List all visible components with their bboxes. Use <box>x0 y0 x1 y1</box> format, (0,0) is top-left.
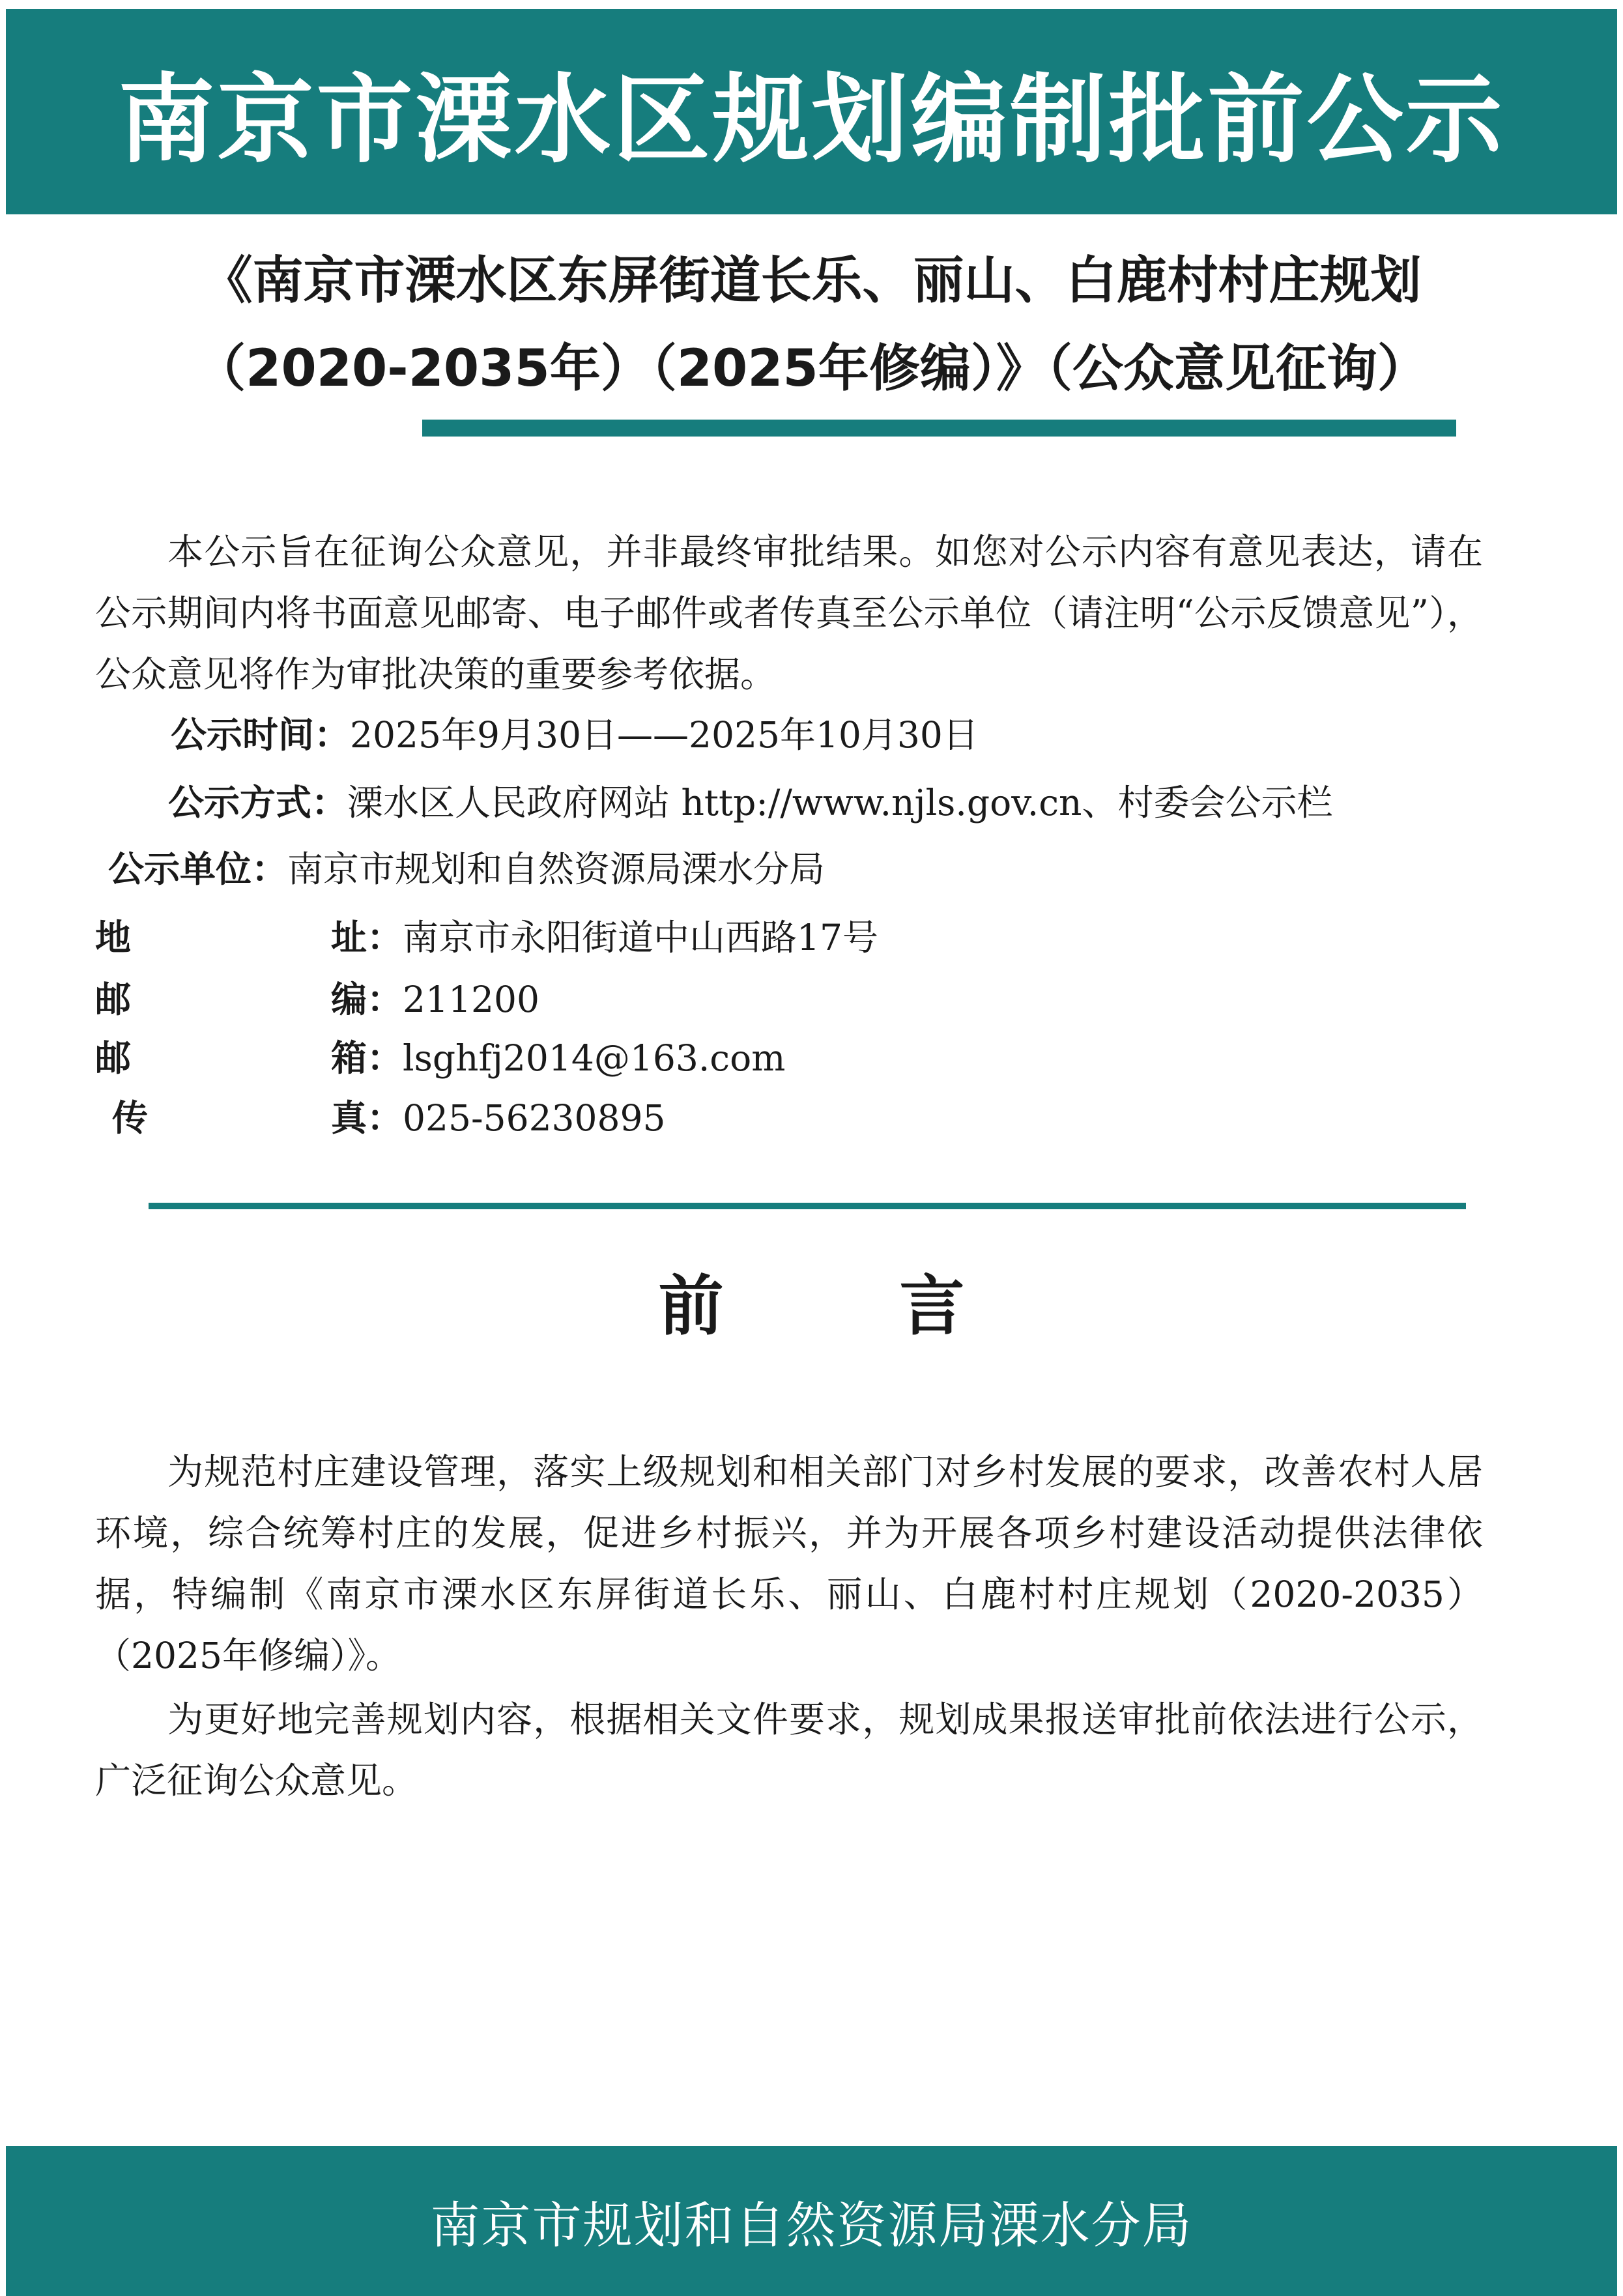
plan-title-line-2: （2020-2035年）（2025年修编）》（公众意见征询） <box>195 339 1428 398</box>
contact-fax-value: 025-56230895 <box>403 1097 666 1139</box>
notice-paragraph <box>95 521 1483 705</box>
footer-org-name: 南京市规划和自然资源局溧水分局 <box>430 2196 1193 2254</box>
notice-time-value: 2025年9月30日——2025年10月30日 <box>350 714 979 756</box>
contact-address-label-a: 地 <box>95 917 132 958</box>
notice-unit-value: 南京市规划和自然资源局溧水分局 <box>287 848 826 890</box>
notice-unit-label: 公示单位： <box>108 848 288 890</box>
preface-paragraph-2 <box>95 1689 1483 1811</box>
notice-method-value: 溧水区人民政府网站 http://www.njls.gov.cn、村委会公示栏 <box>347 782 1333 824</box>
contact-address-label-b: 址： <box>331 917 403 958</box>
section-divider <box>149 1203 1466 1209</box>
plan-title-line-1: 《南京市溧水区东屏街道长乐、丽山、白鹿村村庄规划 <box>201 251 1422 310</box>
contact-email-value: lsghfj2014@163.com <box>403 1037 786 1079</box>
notice-text: 本公示旨在征询公众意见，并非最终审批结果。如您对公示内容有意见表达，请在公示期间内将书面意见邮寄、电子邮件或者传真至公示单位（请注明“公示反馈意见”），公众意见将作为审批决策的重要参考依据。 <box>95 531 1483 695</box>
contact-fax-label-a: 传 <box>112 1097 149 1139</box>
title-divider <box>422 420 1456 437</box>
page-title: 南京市溧水区规划编制批前公示 <box>118 63 1505 176</box>
header-banner <box>6 9 1617 214</box>
notice-unit-row <box>108 840 825 892</box>
notice-method-label: 公示方式： <box>168 782 348 824</box>
preface-text-2: 为更好地完善规划内容，根据相关文件要求，规划成果报送审批前依法进行公示，广泛征询公众意见。 <box>95 1699 1483 1801</box>
notice-method-row <box>168 774 1332 825</box>
contact-postcode-label-b: 编： <box>331 979 403 1020</box>
preface-paragraph-1 <box>95 1441 1483 1686</box>
contact-postcode-label-a: 邮 <box>95 979 132 1020</box>
notice-time-label: 公示时间： <box>171 714 351 756</box>
contact-postcode-value: 211200 <box>403 979 539 1020</box>
preface-heading: 前言 <box>658 1268 1141 1344</box>
contact-address-value: 南京市永阳街道中山西路17号 <box>403 917 879 958</box>
preface-text-1: 为规范村庄建设管理，落实上级规划和相关部门对乡村发展的要求，改善农村人居环境，综合统筹村庄的发展，促进乡村振兴，并为开展各项乡村建设活动提供法律依据，特编制《南京市溧水区东屏街道长乐、丽山、白鹿村村庄规划（2020-2035）（2025年修编）》。 <box>95 1451 1483 1676</box>
contact-email-label-b: 箱： <box>331 1037 403 1079</box>
contact-email-label-a: 邮 <box>95 1037 132 1079</box>
footer-banner <box>6 2146 1617 2296</box>
notice-time-row <box>171 706 979 758</box>
contact-fax-label-b: 真： <box>331 1097 403 1139</box>
